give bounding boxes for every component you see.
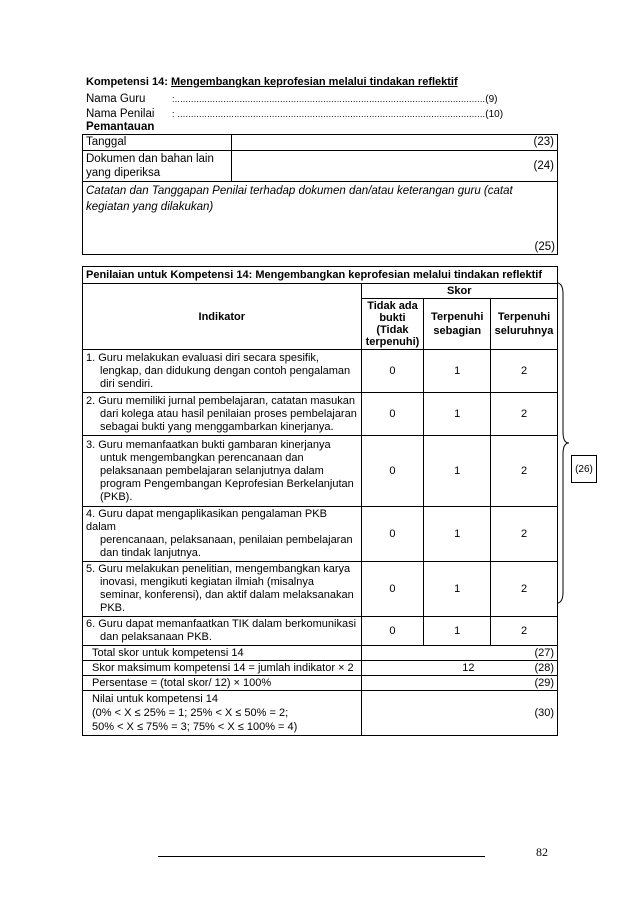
nilai-line-1: Nilai untuk kompetensi 14 bbox=[92, 693, 218, 705]
indicator-row bbox=[83, 350, 558, 393]
competency-title: Mengembangkan keprofesian melalui tindakan reflektif bbox=[170, 76, 458, 88]
pemantauan-label: Pemantauan bbox=[86, 121, 155, 133]
total-ref: (27) bbox=[534, 647, 554, 659]
max-label: Skor maksimum kompetensi 14 = jumlah indikator × 2 bbox=[83, 661, 362, 676]
catatan-field[interactable] bbox=[83, 182, 558, 255]
indicator-continuation: lengkap, dan didukung dengan contoh pengalaman diri sendiri. bbox=[100, 364, 351, 390]
score-0-option[interactable]: 0 bbox=[361, 617, 424, 646]
max-ref: (28) bbox=[534, 662, 554, 674]
indikator-header: Indikator bbox=[83, 284, 362, 350]
score-2-option[interactable]: 2 bbox=[491, 617, 558, 646]
assessment-title-row bbox=[83, 267, 558, 284]
indicator-row bbox=[83, 393, 558, 436]
curly-brace-icon bbox=[556, 282, 570, 604]
score-1-option[interactable]: 1 bbox=[424, 393, 491, 436]
total-label: Total skor untuk kompetensi 14 bbox=[83, 646, 362, 661]
total-row bbox=[83, 646, 558, 661]
indicator-continuation: untuk mengembangkan perencanaan dan pelaksanaan pembelajaran selanjutnya dalam program Pengembangan Keprofesian Berkelanjutan (PKB). bbox=[100, 451, 354, 503]
catatan-label: Catatan dan Tanggapan Penilai terhadap dokumen dan/atau keterangan guru (catat kegiatan yang dilakukan) bbox=[86, 185, 513, 213]
score-1-option[interactable]: 1 bbox=[424, 617, 491, 646]
score-2-option[interactable]: 2 bbox=[491, 436, 558, 507]
penilai-label: Nama Penilai bbox=[86, 108, 155, 120]
col-sebagian: Terpenuhi sebagian bbox=[424, 299, 491, 350]
competency-heading bbox=[86, 76, 458, 88]
skor-header-row bbox=[83, 284, 558, 299]
indicator-continuation: dari kolega atau hasil penilaian proses pembelajaran sebagai bukti yang menggambarkan kinerjanya. bbox=[100, 407, 357, 433]
penilai-dots[interactable]: : .................................................................................................................. bbox=[172, 109, 486, 119]
tanggal-row bbox=[83, 135, 558, 151]
indicator-text bbox=[83, 617, 362, 646]
nilai-label bbox=[83, 691, 362, 736]
nilai-row bbox=[83, 691, 558, 736]
indicator-first-line: 5. Guru melakukan penelitian, mengembangkan karya bbox=[86, 563, 351, 575]
indicator-text bbox=[83, 393, 362, 436]
ref-26-tag: (26) bbox=[571, 455, 597, 483]
indicator-text bbox=[83, 507, 362, 562]
score-2-option[interactable]: 2 bbox=[491, 507, 558, 562]
penilai-row bbox=[86, 108, 503, 120]
nilai-line-2: (0% < X ≤ 25% = 1; 25% < X ≤ 50% = 2; bbox=[92, 707, 289, 719]
score-0-option[interactable]: 0 bbox=[361, 507, 424, 562]
max-field bbox=[361, 661, 557, 676]
nilai-line-3: 50% < X ≤ 75% = 3; 75% < X ≤ 100% = 4) bbox=[92, 721, 298, 733]
total-field[interactable] bbox=[361, 646, 557, 661]
indicator-text bbox=[83, 562, 362, 617]
indicator-first-line: 2. Guru memiliki jurnal pembelajaran, catatan masukan bbox=[86, 394, 356, 407]
indicator-text bbox=[83, 436, 362, 507]
percentage-ref: (29) bbox=[534, 677, 554, 689]
max-row bbox=[83, 661, 558, 676]
indicator-first-line: 3. Guru memanfaatkan bukti gambaran kinerjanya bbox=[86, 438, 331, 451]
assessment-title: Penilaian untuk Kompetensi 14: Mengembangkan keprofesian melalui tindakan reflektif bbox=[83, 267, 558, 284]
score-0-option[interactable]: 0 bbox=[361, 562, 424, 617]
score-2-option[interactable]: 2 bbox=[491, 393, 558, 436]
indicator-row bbox=[83, 617, 558, 646]
score-1-option[interactable]: 1 bbox=[424, 507, 491, 562]
monitoring-table bbox=[82, 134, 558, 255]
percentage-field[interactable] bbox=[361, 676, 557, 691]
nilai-field[interactable] bbox=[361, 691, 557, 736]
page-number: 82 bbox=[536, 845, 548, 859]
indicator-row bbox=[83, 436, 558, 507]
competency-prefix: Kompetensi 14: bbox=[86, 76, 171, 88]
indicator-first-line: 4. Guru dapat mengaplikasikan pengalaman PKB dalam bbox=[86, 508, 327, 533]
indicator-row bbox=[83, 562, 558, 617]
score-2-option[interactable]: 2 bbox=[491, 562, 558, 617]
score-0-option[interactable]: 0 bbox=[361, 350, 424, 393]
score-2-option[interactable]: 2 bbox=[491, 350, 558, 393]
indicator-continuation: inovasi, mengikuti kegiatan ilmiah (misalnya seminar, konferensi), dan aktif dalam melaksanakan PKB. bbox=[100, 576, 354, 614]
footer-rule bbox=[158, 856, 485, 857]
indicator-continuation: dan pelaksanaan PKB. bbox=[100, 631, 212, 643]
tanggal-label: Tanggal bbox=[83, 135, 232, 151]
guru-row bbox=[86, 93, 498, 105]
dokumen-row bbox=[83, 151, 558, 182]
score-1-option[interactable]: 1 bbox=[424, 350, 491, 393]
catatan-ref: (25) bbox=[534, 241, 555, 253]
score-1-option[interactable]: 1 bbox=[424, 562, 491, 617]
catatan-row bbox=[83, 182, 558, 255]
nilai-ref: (30) bbox=[534, 707, 554, 719]
assessment-table bbox=[82, 266, 558, 736]
indicator-text bbox=[83, 350, 362, 393]
guru-label: Nama Guru bbox=[86, 93, 146, 105]
percentage-label: Persentase = (total skor/ 12) × 100% bbox=[83, 676, 362, 691]
tanggal-field[interactable] bbox=[232, 135, 558, 151]
max-value: 12 bbox=[462, 662, 475, 674]
score-1-option[interactable]: 1 bbox=[424, 436, 491, 507]
guru-dots[interactable]: :................................................................................................................... bbox=[172, 94, 486, 104]
indicator-continuation: perencanaan, pelaksanaan, penilaian pembelajaran dan tindak lanjutnya. bbox=[100, 534, 353, 559]
guru-ref: (9) bbox=[485, 94, 498, 105]
tanggal-ref: (23) bbox=[533, 136, 554, 148]
score-0-option[interactable]: 0 bbox=[361, 393, 424, 436]
dokumen-label: Dokumen dan bahan lain yang diperiksa bbox=[83, 151, 232, 182]
percentage-row bbox=[83, 676, 558, 691]
score-0-option[interactable]: 0 bbox=[361, 436, 424, 507]
penilai-ref: (10) bbox=[485, 109, 504, 120]
skor-header: Skor bbox=[361, 284, 557, 299]
dokumen-ref: (24) bbox=[533, 160, 554, 172]
indicator-first-line: 1. Guru melakukan evaluasi diri secara spesifik, bbox=[86, 351, 319, 364]
col-seluruhnya: Terpenuhi seluruhnya bbox=[491, 299, 558, 350]
indicator-first-line: 6. Guru dapat memanfaatkan TIK dalam berkomunikasi bbox=[86, 618, 357, 630]
dokumen-field[interactable] bbox=[232, 151, 558, 182]
indicator-row bbox=[83, 507, 558, 562]
col-tidak-ada: Tidak ada bukti (Tidak terpenuhi) bbox=[361, 299, 424, 350]
